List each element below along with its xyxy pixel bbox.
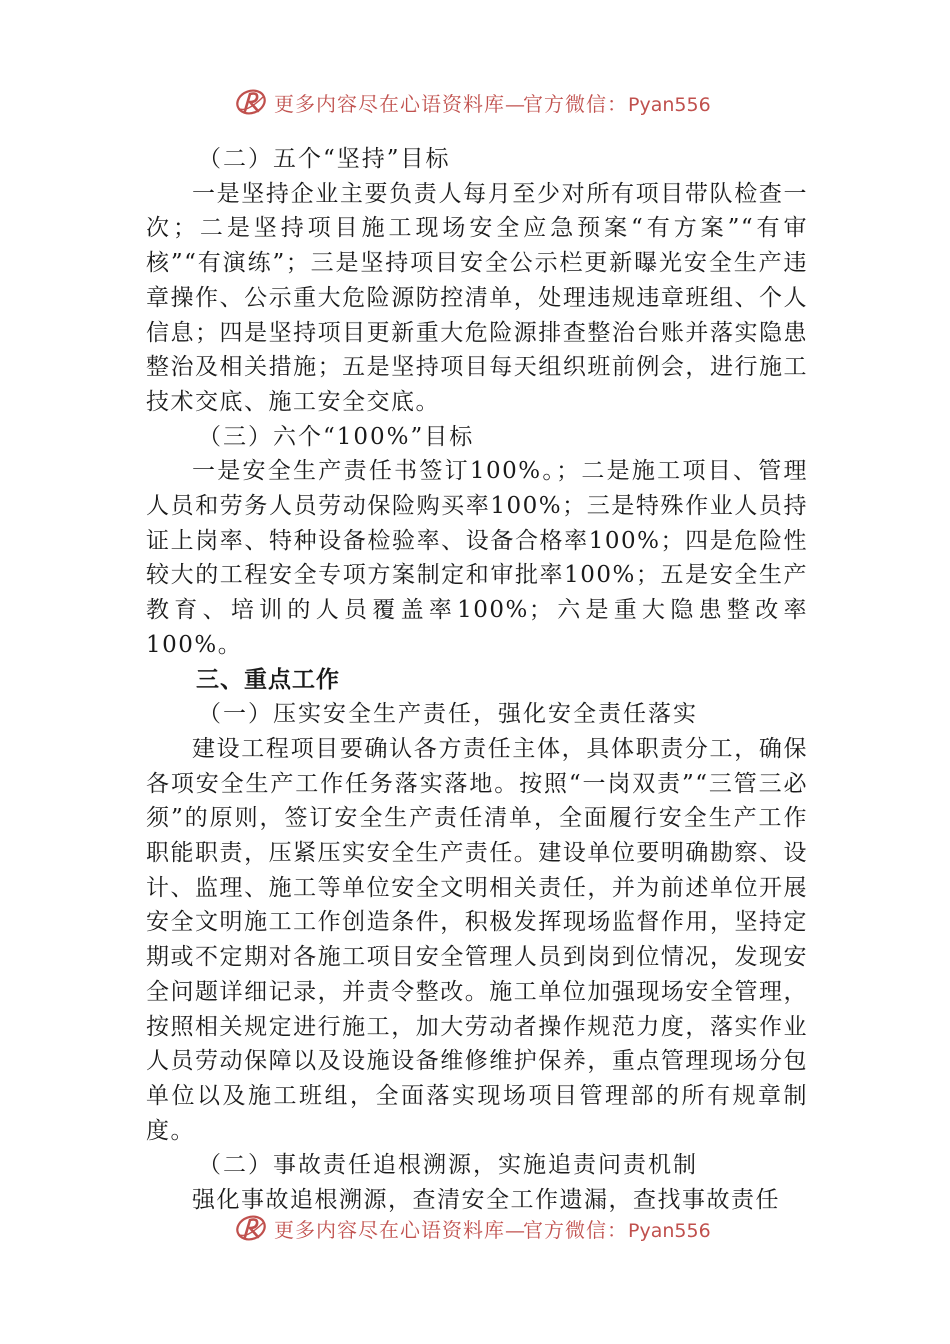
section-heading: （一）压实安全生产责任，强化安全责任落实: [198, 701, 698, 728]
section-heading: （二）事故责任追根溯源，实施追责问责机制: [198, 1152, 698, 1179]
watermark-footer: [0, 1204, 950, 1244]
watermark-wechat: 官方微信：: [523, 92, 628, 116]
section-heading: （二）五个“坚持”目标: [198, 146, 451, 172]
watermark-separator: —: [505, 92, 523, 116]
paragraph: 建设工程项目要确认各方责任主体，具体职责分工，确保各项安全生产工作任务落实落地。按照“一岗双责”“三管三必须”的原则，签订安全生产责任清单，全面履行安全生产工作职能职责，压紧压实安全生产责任。建设单位要明确勘察、设计、监理、施工等单位安全文明相关责任，并为前述单位开展安全文明施工工作创造条件，积极发挥现场监督作用，坚持定期或不定期对各施工项目安全管理人员到岗到位情况，发现安全问题详细记录，并责令整改。施工单位加强现场安全管理，按照相关规定进行施工，加大劳动者操作规范力度，落实作业人员劳动保障以及设施设备维修维护保养，重点管理现场分包单位以及施工班组，全面落实现场项目管理部的所有规章制度。: [146, 735, 808, 1144]
watermark-cn: 更多内容尽在心语资料库: [274, 1218, 505, 1242]
chapter-heading: 三、重点工作: [196, 665, 340, 693]
paragraph: 一是安全生产责任书签订100%。；二是施工项目、管理人员和劳务人员劳动保险购买率100%；三是特殊作业人员持证上岗率、特种设备检验率、设备合格率100%；四是危险性较大的工程安全专项方案制定和审批率100%；五是安全生产教育、培训的人员覆盖率100%；六是重大隐患整改率100%。: [146, 458, 808, 658]
watermark-cn: 更多内容尽在心语资料库: [274, 92, 505, 116]
section-heading: （三）六个“100%”目标: [198, 423, 475, 450]
watermark-wechat-id: Pyan556: [628, 1220, 711, 1242]
paragraph: 一是坚持企业主要负责人每月至少对所有项目带队检查一次；二是坚持项目施工现场安全应急预案“有方案”“有审核”“有演练”；三是坚持项目安全公示栏更新曝光安全生产违章操作、公示重大危险源防控清单，处理违规违章班组、个人信息；四是坚持项目更新重大危险源排查整治台账并落实隐患整治及相关措施；五是坚持项目每天组织班前例会，进行施工技术交底、施工安全交底。: [146, 180, 808, 415]
document-body: [146, 142, 808, 1218]
watermark-separator: —: [505, 1218, 523, 1242]
watermark-text: [274, 1214, 711, 1243]
watermark-text: [274, 88, 711, 117]
watermark-header: [0, 82, 950, 122]
stylized-r-logo-icon: [234, 86, 270, 118]
stylized-r-logo-icon: [234, 1212, 270, 1244]
paragraph: 强化事故追根溯源，查清安全工作遗漏，查找事故责任: [192, 1187, 780, 1214]
watermark-wechat-id: Pyan556: [628, 94, 711, 116]
watermark-wechat: 官方微信：: [523, 1218, 628, 1242]
